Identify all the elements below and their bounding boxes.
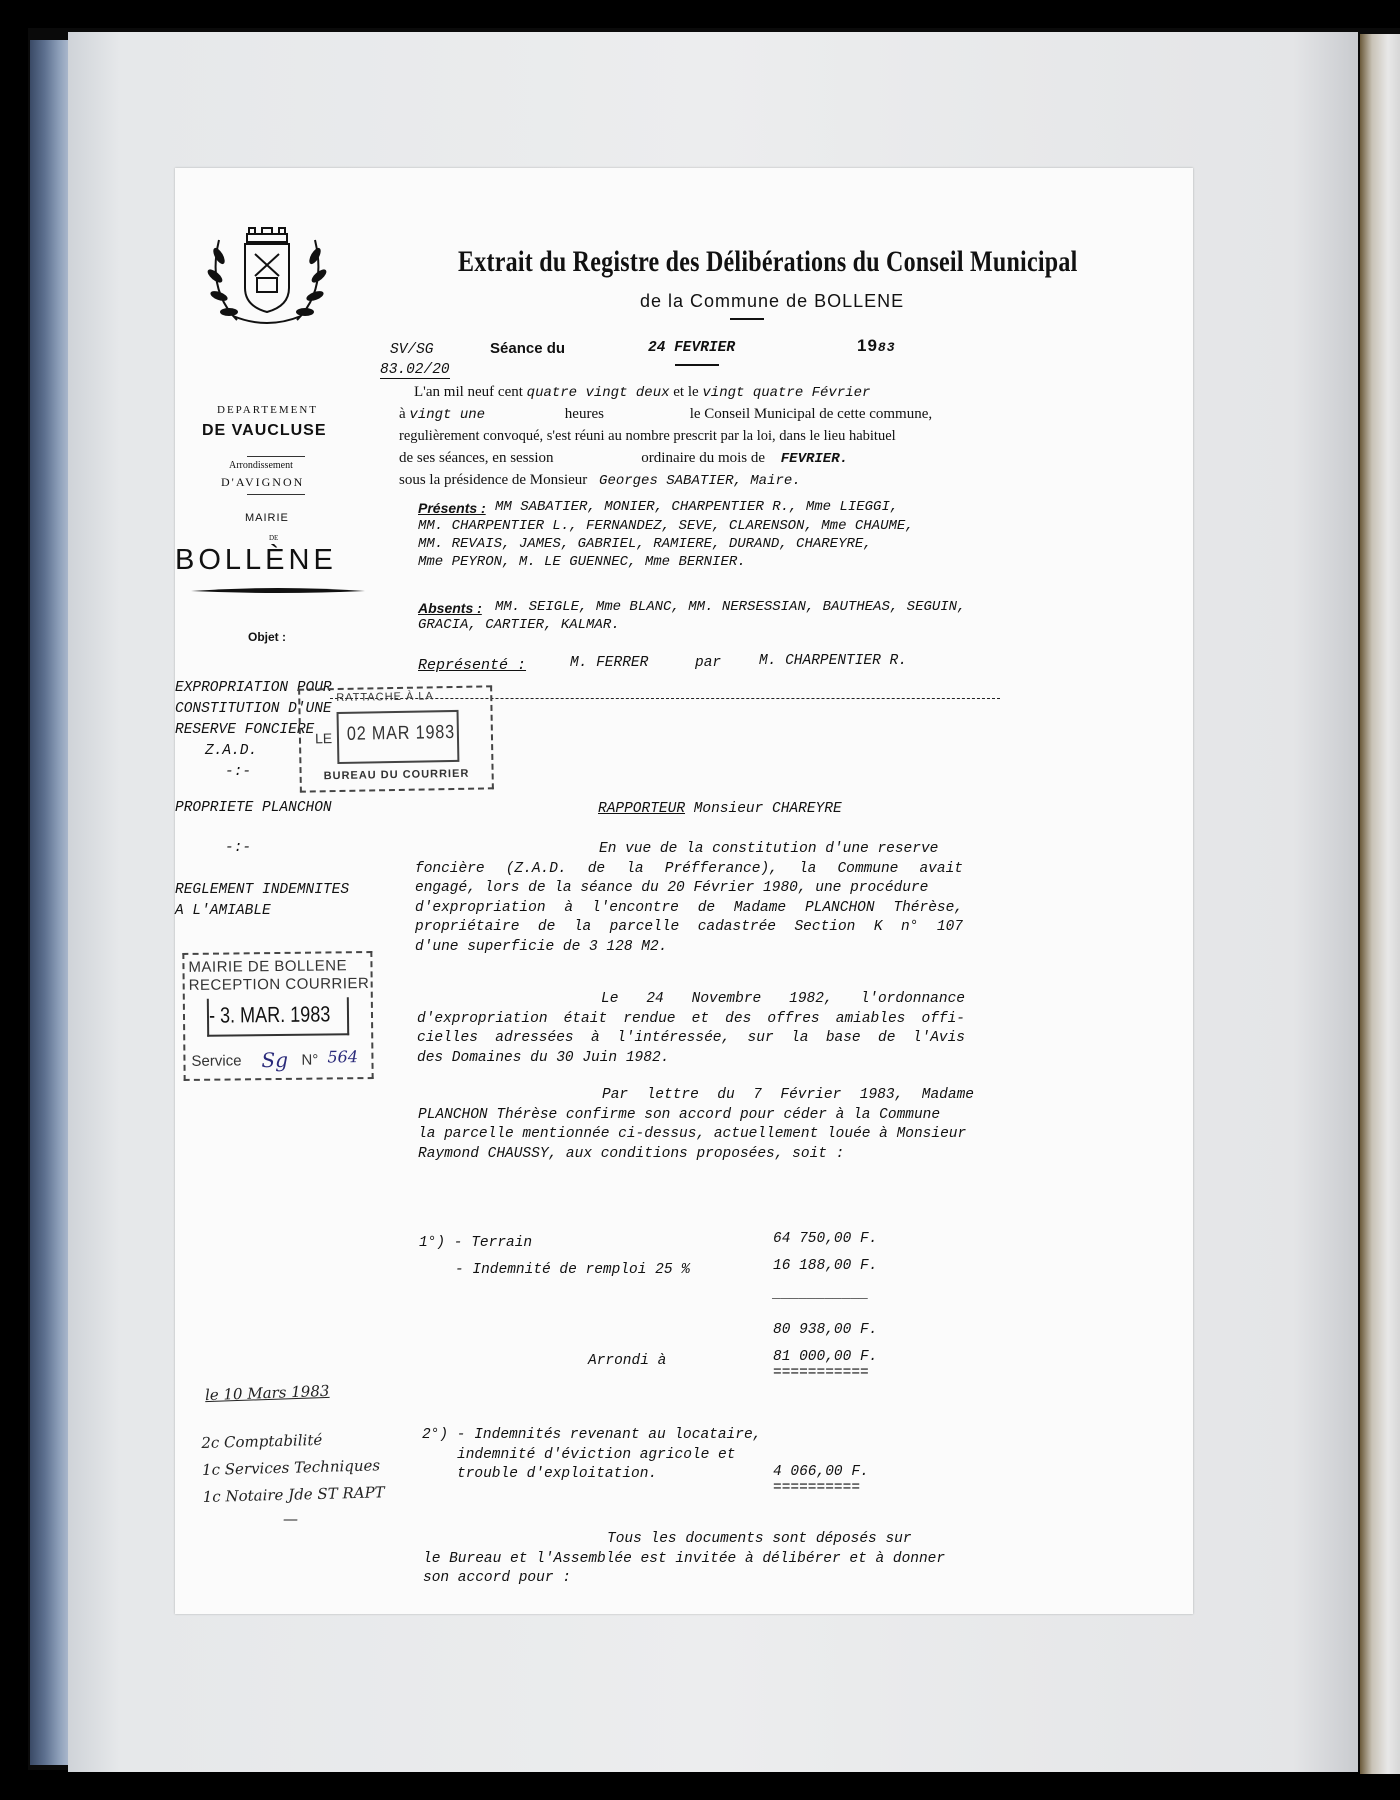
objet-text: EXPROPRIATION POUR CONSTITUTION D'UNE RESERVE FONCIERE Z.A.D. -:- bbox=[175, 680, 332, 780]
absents-line: MM. SEIGLE, Mme BLANC, MM. NERSESSIAN, BAUTHEAS, SEGUIN, bbox=[495, 599, 966, 615]
handwritten-distribution: 2c Comptabilité 1c Services Techniques 1c Notaire Jde ST RAPT bbox=[201, 1430, 385, 1506]
handwritten-dash: — bbox=[283, 1510, 298, 1528]
year: 1983 bbox=[857, 336, 896, 355]
deliberation-document bbox=[175, 168, 1193, 1614]
departement-label: DEPARTEMENT bbox=[217, 404, 318, 416]
value-subtotal: 80 938,00 F. bbox=[773, 1322, 878, 1338]
reference-1: SV/SG bbox=[390, 342, 434, 358]
document-title: Extrait du Registre des Délibérations du Conseil Municipal bbox=[458, 245, 1078, 278]
represente-who: M. FERRER bbox=[570, 655, 649, 671]
double-underline: ========== bbox=[773, 1480, 861, 1496]
presents-list: MM. CHARPENTIER L., FERNANDEZ, SEVE, CLARENSON, Mme CHAUME, MM. REVAIS, JAMES, GABRIEL, RAMIERE, DURAND, CHAREYRE, Mme PEYRON, M. LE GUENNEC, Mme BERNIER. bbox=[418, 518, 914, 570]
paragraph-3: Par lettre du 7 Février 1983, Madame PLANCHON Thérèse confirme son accord pour céder à la Commune la parcelle mentionnée ci-dessus, actuellement louée à Monsieur Raymond CHAUSSY, aux conditions proposées, soit : bbox=[418, 1087, 974, 1162]
presents-label: Présents : bbox=[418, 500, 486, 516]
paragraph-4: Tous les documents sont déposés sur le Bureau et l'Assemblée est invitée à délibérer et à donner son accord pour : bbox=[423, 1531, 946, 1587]
item-locataire: 2°) - Indemnités revenant au locataire, indemnité d'éviction agricole et trouble d'exploitation. bbox=[422, 1427, 762, 1483]
propriete-label: PROPRIETE PLANCHON bbox=[175, 800, 332, 816]
value-locataire: 4 066,00 F. bbox=[773, 1464, 869, 1480]
rapporteur: RAPPORTEUR Monsieur CHAREYRE bbox=[598, 801, 842, 817]
arrondi-label: Arrondi à bbox=[588, 1353, 667, 1369]
paragraph-1: En vue de la constitution d'une reserve foncière (Z.A.D. de la Préfferance), la Commune avait engagé, lors de la séance du 20 Février 1980, une procédure d'expropriation à l'encontre de Madame PLANCHON Thérèse, propriétaire de la parcelle cadastrée Section K n° 107 d'une superficie de 3 128 M2. bbox=[415, 841, 963, 955]
courrier-stamp: RATTACHE À LA LE 02 MAR 1983 BUREAU DU COURRIER bbox=[298, 685, 494, 792]
value-arrondi: 81 000,00 F. bbox=[773, 1349, 878, 1365]
handwritten-date: le 10 Mars 1983 bbox=[204, 1381, 330, 1405]
absents-line: GRACIA, CARTIER, KALMAR. bbox=[418, 617, 620, 633]
preamble-line-4: de ses séances, en session ordinaire du mois de FEVRIER. bbox=[399, 450, 848, 467]
ornament-line bbox=[675, 364, 719, 366]
seance-label: Séance du bbox=[490, 340, 566, 357]
separator: -:- bbox=[225, 840, 252, 856]
value-remploi: 16 188,00 F. bbox=[773, 1258, 878, 1274]
document-subtitle: de la Commune de BOLLENE bbox=[640, 291, 905, 311]
reglement-label: REGLEMENT INDEMNITES A L'AMIABLE bbox=[175, 882, 350, 919]
reception-stamp: MAIRIE DE BOLLENE RECEPTION COURRIER - 3. MAR. 1983 Service Sg N° 564 bbox=[182, 951, 373, 1081]
represente-par: par bbox=[695, 655, 722, 671]
ornament-line bbox=[189, 586, 367, 596]
represente-by: M. CHARPENTIER R. bbox=[759, 653, 907, 669]
divider bbox=[247, 456, 305, 457]
double-underline: =========== bbox=[773, 1365, 869, 1381]
item-remploi: - Indemnité de remploi 25 % bbox=[455, 1262, 690, 1278]
preamble-line-3: regulièrement convoqué, s'est réuni au nombre prescrit par la loi, dans le lieu habituel bbox=[399, 428, 896, 444]
de-label: DE bbox=[269, 534, 279, 542]
preamble-line-1: L'an mil neuf cent quatre vingt deux et le vingt quatre Février bbox=[414, 384, 871, 401]
coat-of-arms-icon bbox=[197, 220, 337, 340]
avignon-label: D'AVIGNON bbox=[221, 475, 305, 489]
seance-date: 24 FEVRIER bbox=[648, 340, 736, 356]
preamble-line-5: sous la présidence de Monsieur Georges SABATIER, Maire. bbox=[399, 472, 801, 489]
absents-label: Absents : bbox=[418, 600, 482, 616]
ornament-line bbox=[730, 318, 764, 320]
book-spine bbox=[30, 40, 72, 1765]
value-terrain: 64 750,00 F. bbox=[773, 1231, 878, 1247]
objet-label: Objet : bbox=[248, 630, 286, 644]
total-underline: ___________ bbox=[773, 1286, 869, 1302]
mairie-label: MAIRIE bbox=[245, 512, 289, 524]
preamble-line-2: à vingt une heures le Conseil Municipal de cette commune, bbox=[399, 406, 933, 423]
represente-label: Représenté : bbox=[418, 657, 527, 674]
paragraph-2: Le 24 Novembre 1982, l'ordonnance d'expropriation était rendue et des offres amiables offi- cielles adressées à l'intéressée, sur la base de l'Avis des Domaines du 30 Juin 1982. bbox=[417, 991, 965, 1066]
presents-line: MM SABATIER, MONIER, CHARPENTIER R., Mme LIEGGI, bbox=[495, 499, 899, 515]
arrondissement-label: Arrondissement bbox=[229, 460, 293, 471]
next-page-edge bbox=[1360, 34, 1400, 1774]
vaucluse-label: DE VAUCLUSE bbox=[202, 422, 327, 439]
reference-2: 83.02/20 bbox=[380, 362, 450, 378]
item-terrain: 1°) - Terrain bbox=[419, 1235, 533, 1251]
bollene-label: BOLLÈNE bbox=[175, 544, 337, 576]
divider bbox=[247, 494, 305, 495]
